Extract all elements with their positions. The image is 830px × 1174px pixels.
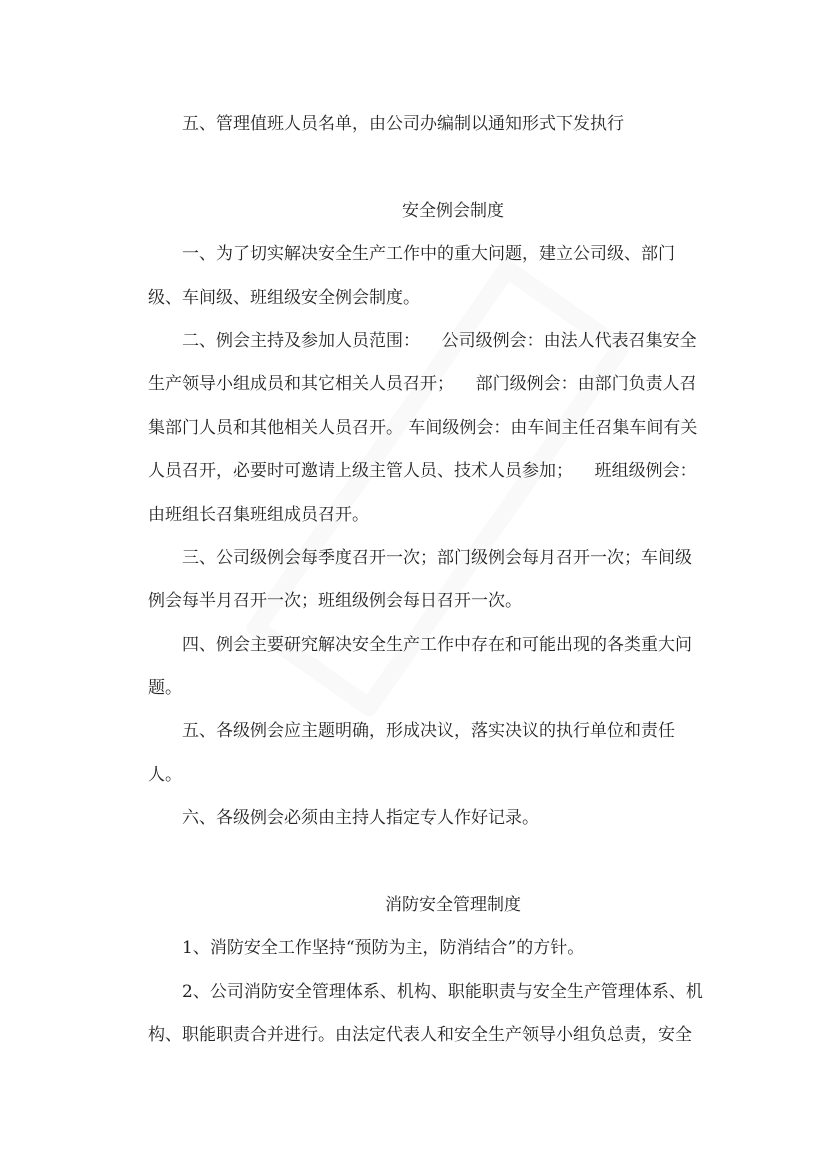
text-line: 集部门人员和其他相关人员召开。 车间级例会：由车间主任召集车间有关 xyxy=(148,417,698,438)
text-line: 五、各级例会应主题明确，形成决议，落实决议的执行单位和责任 xyxy=(182,721,675,742)
blank-line xyxy=(148,146,708,189)
text-line: 由班组长召集班组成员召开。 xyxy=(148,504,369,525)
text-line: 题。 xyxy=(148,678,182,699)
text-line: 四、例会主要研究解决安全生产工作中存在和可能出现的各类重大问 xyxy=(182,634,692,655)
text-line: 三、公司级例会每季度召开一次；部门级例会每月召开一次；车间级 xyxy=(182,547,692,568)
text-line: 人。 xyxy=(148,764,182,785)
text-line: 二、例会主持及参加人员范围： 公司级例会：由法人代表召集安全 xyxy=(182,330,697,351)
blank-line xyxy=(148,841,708,884)
text-line: 六、各级例会必须由主持人指定专人作好记录。 xyxy=(182,808,539,829)
section-title: 消防安全管理制度 xyxy=(385,895,521,916)
text-line: 级、车间级、班组级安全例会制度。 xyxy=(148,287,420,308)
section-title: 安全例会制度 xyxy=(402,200,504,221)
text-line: 例会每半月召开一次；班组级例会每日召开一次。 xyxy=(148,591,522,612)
text-line: 生产领导小组成员和其它相关人员召开； 部门级例会：由部门负责人召 xyxy=(148,374,697,395)
text-line: 一、为了切实解决安全生产工作中的重大问题，建立公司级、部门 xyxy=(182,244,675,265)
text-line: 构、职能职责合并进行。由法定代表人和安全生产领导小组负总责，安全 xyxy=(148,1025,692,1046)
text-line: 人员召开，必要时可邀请上级主管人员、技术人员参加； 班组级例会： xyxy=(148,461,697,482)
text-line: 五、管理值班人员名单，由公司办编制以通知形式下发执行 xyxy=(182,114,624,134)
text-line: 1、消防安全工作坚持“预防为主，防消结合”的方针。 xyxy=(182,938,585,959)
text-line: 2、公司消防安全管理体系、机构、职能职责与安全生产管理体系、机 xyxy=(182,981,703,1002)
document-page xyxy=(148,103,708,1058)
